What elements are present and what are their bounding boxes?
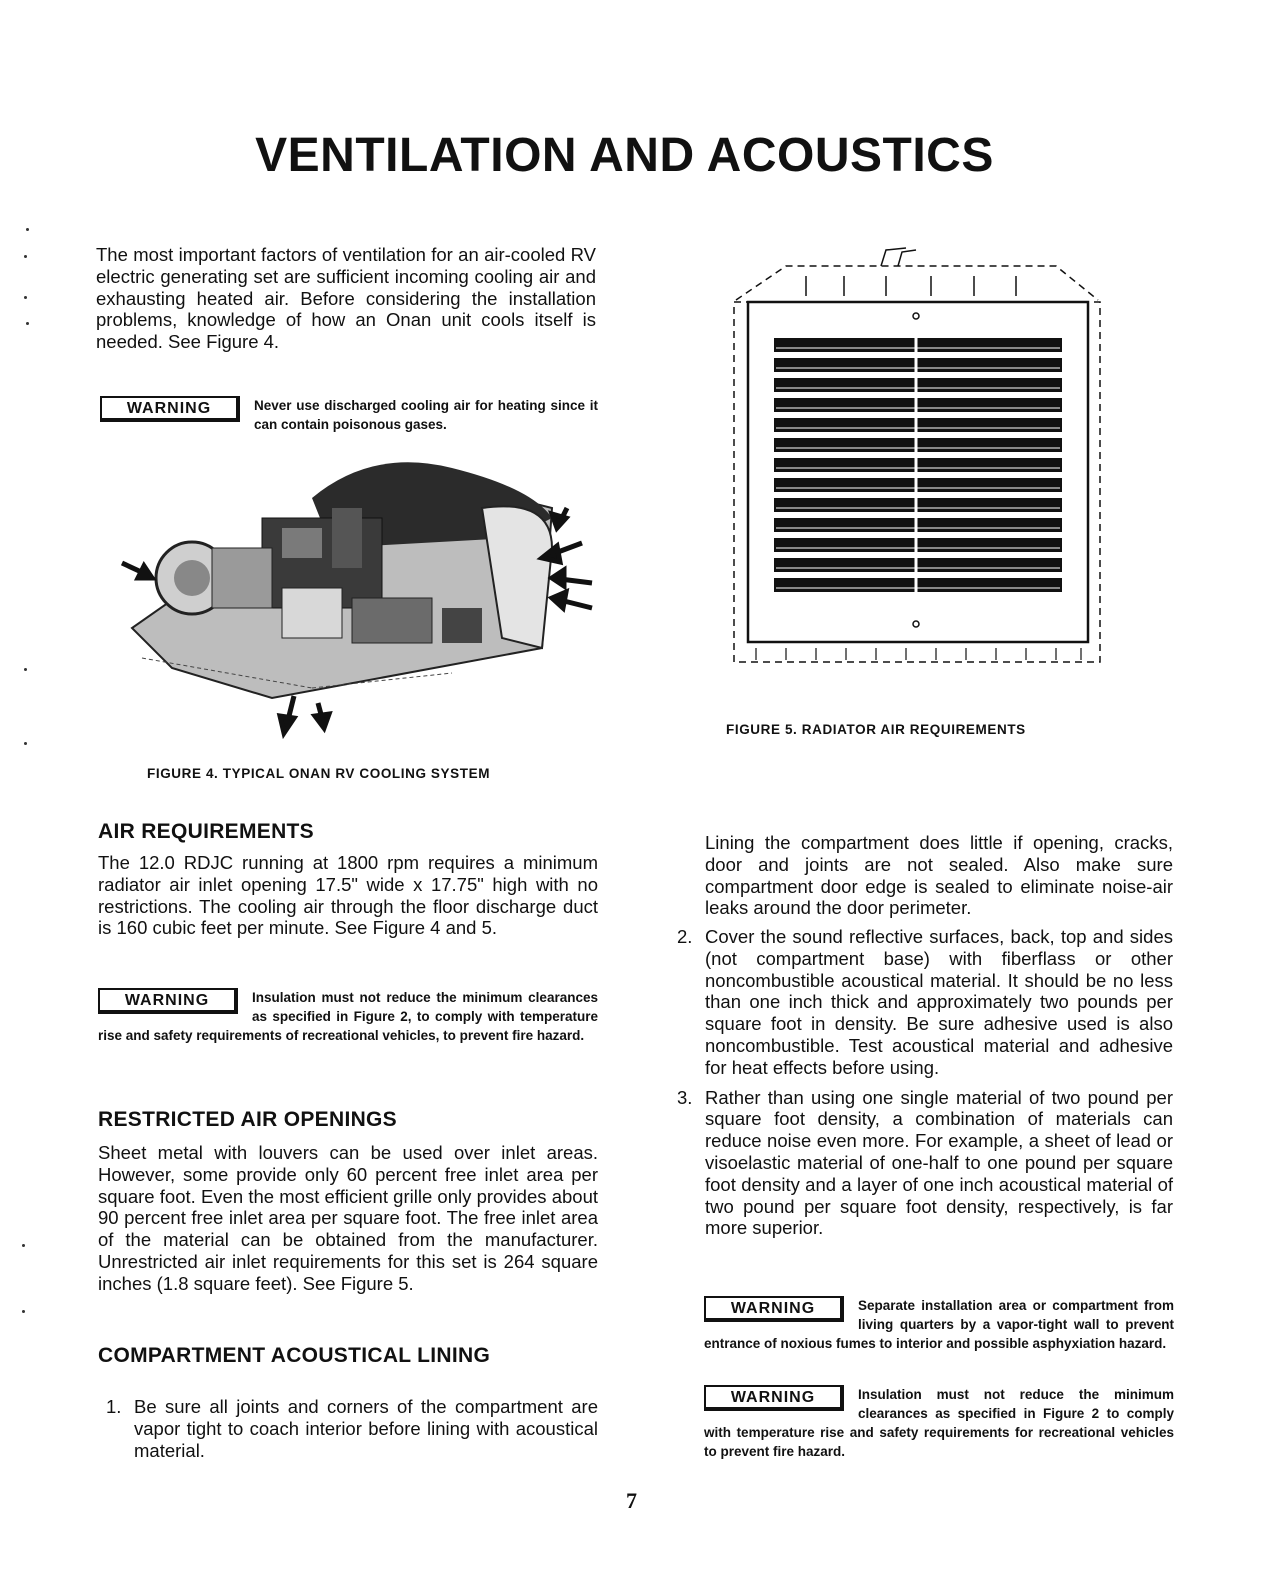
- step-number: 3.: [677, 1086, 693, 1108]
- warning-label: WARNING: [100, 396, 240, 422]
- warning-text: Insulation must not reduce the minimum clearances as specified in Figure 2, to comply with temperature rise and safety requirements of recreational vehicles, to prevent fire hazard.: [98, 990, 598, 1043]
- warning-vapor-tight-wall: [704, 1296, 1174, 1353]
- warning-insulation-fire-hazard: [704, 1385, 1174, 1461]
- figure-4-caption: FIGURE 4. TYPICAL ONAN RV COOLING SYSTEM: [147, 766, 491, 781]
- figure-5-radiator-diagram: [726, 240, 1106, 670]
- radiator-louvers-icon: [774, 338, 1062, 592]
- margin-speck: [26, 322, 29, 325]
- warning-text: Insulation must not reduce the minimum clearances as specified in Figure 2 to comply with temperature rise and safety requirements for recreational vehicles to prevent fire hazard.: [704, 1387, 1174, 1459]
- restricted-air-openings-paragraph: Sheet metal with louvers can be used over inlet areas. However, some provide only 60 percent free inlet area per square foot. Even the most efficient grille only provides about 90 percent free inlet area per square foot. The free inlet area of the material can be obtained from the manufacturer. Unrestricted air inlet requirements for this set is 264 square inches (1.8 square feet). See Figure 5.: [98, 1142, 598, 1294]
- step-text: Rather than using one single material of two pound per square foot density, a combination of materials can reduce noise even more. For example, a sheet of lead or visoelastic material of one-half to one pound per square foot density and a layer of one inch acoustical material of two pound per square foot density, respectively, is far more superior.: [705, 1086, 1173, 1239]
- generator-icon: [132, 462, 552, 698]
- lining-step-1: [106, 1396, 598, 1461]
- warning-discharged-air: [100, 396, 598, 434]
- lining-steps-right: [677, 926, 1173, 1239]
- margin-speck: [24, 296, 27, 299]
- lining-step-2: [677, 926, 1173, 1079]
- step-number: 2.: [677, 926, 693, 947]
- warning-label: WARNING: [704, 1296, 844, 1322]
- lining-step-1-continued: Lining the compartment does little if opening, cracks, door and joints are not sealed. Also make sure compartment door edge is sealed to eliminate noise-air leaks around the door perimeter.: [705, 832, 1173, 919]
- air-requirements-paragraph: The 12.0 RDJC running at 1800 rpm requires a minimum radiator air inlet opening 17.5" wide x 17.75" high with no restrictions. The cooling air through the floor discharge duct is 160 cubic feet per minute. See Figure 4 and 5.: [98, 852, 598, 939]
- warning-label: WARNING: [704, 1385, 844, 1411]
- margin-speck: [24, 668, 27, 671]
- lining-steps-left: [106, 1396, 598, 1461]
- warning-text: Separate installation area or compartment from living quarters by a vapor-tight wall to prevent entrance of noxious fumes to interior and possible asphyxiation hazard.: [704, 1298, 1174, 1351]
- step-text: Cover the sound reflective surfaces, back, top and sides (not compartment base) with fiberflass or other noncombustible acoustical material. It should be no less than one inch thick and approximately two pounds per square foot in density. Be sure adhesive used is also noncombustible. Test acoustical material and adhesive for heat effects before using.: [705, 926, 1173, 1078]
- warning-text: Never use discharged cooling air for heating since it can contain poisonous gases.: [254, 398, 598, 432]
- page-number: 7: [626, 1488, 637, 1513]
- figure-4-generator-illustration: [112, 448, 612, 748]
- step-number: 1.: [106, 1396, 122, 1417]
- margin-speck: [26, 228, 29, 231]
- margin-speck: [22, 1310, 25, 1313]
- compartment-lining-heading: COMPARTMENT ACOUSTICAL LINING: [98, 1344, 491, 1367]
- warning-insulation-clearances: [98, 988, 598, 1045]
- margin-speck: [24, 255, 27, 258]
- margin-speck: [22, 1244, 25, 1247]
- figure-5-caption: FIGURE 5. RADIATOR AIR REQUIREMENTS: [726, 722, 1026, 737]
- warning-label: WARNING: [98, 988, 238, 1014]
- restricted-air-openings-heading: RESTRICTED AIR OPENINGS: [98, 1108, 397, 1131]
- margin-speck: [24, 742, 27, 745]
- step-text: Be sure all joints and corners of the compartment are vapor tight to coach interior before lining with acoustical material.: [134, 1396, 598, 1461]
- intro-paragraph: The most important factors of ventilation for an air-cooled RV electric generating set are sufficient incoming cooling air and exhausting heated air. Before considering the installation problems, knowledge of how an Onan unit cools itself is needed. See Figure 4.: [96, 244, 596, 353]
- lining-step-3: [677, 1087, 1173, 1240]
- air-requirements-heading: AIR REQUIREMENTS: [98, 820, 314, 843]
- page-title: VENTILATION AND ACOUSTICS: [255, 129, 994, 182]
